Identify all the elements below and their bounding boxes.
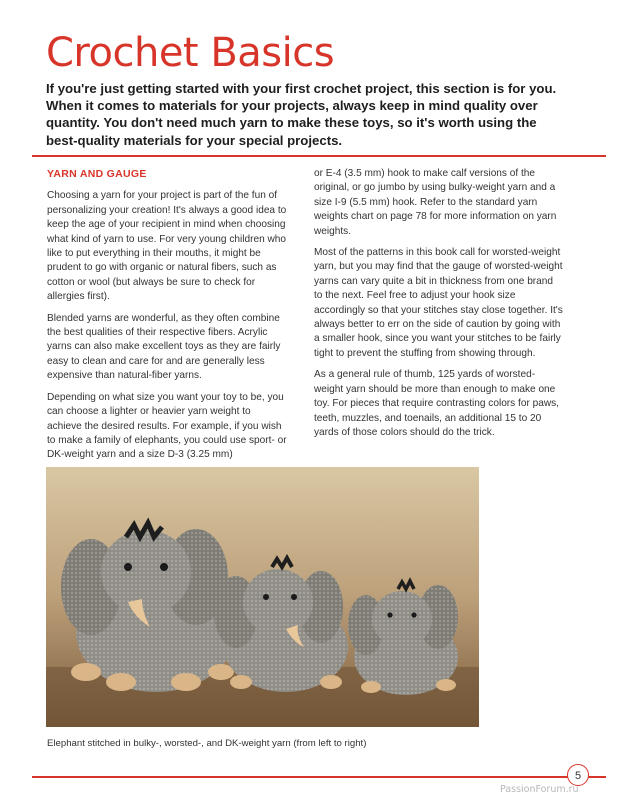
top-divider [32,155,606,157]
large-elephant [61,523,236,692]
page-title: Crochet Basics [46,30,335,76]
intro-paragraph: If you're just getting started with your first crochet project, this section is for you. When it comes to materials for your projects, always keep in mind quality over quantity. You don't need much yarn to make these toys, so it's worth using the best-quality materials for your special projects. [46,81,557,148]
photo-caption: Elephant stitched in bulky-, worsted-, and DK-weight yarn (from left to right) [47,738,367,749]
left-paragraph-1: Choosing a yarn for your project is part of the fun of personalizing your creation! It's always a good idea to keep the age of your recipient in mind when choosing what kind of yarn to use. For very young children who like to put everything in their mouths, it might be prudent to go with organic or natural fibers, such as cotton or wool (but always be sure to check for allergies first). [47,190,287,303]
page-number-badge: 5 [567,764,589,786]
watermark-text: PassionForum.ru [500,784,579,795]
right-paragraph-3: As a general rule of thumb, 125 yards of worsted-weight yarn should be more than enough to make one toy. For pieces that require contrasting colors for paws, teeth, muzzles, and toenails, an additional 15 to 20 yards of those colors should do the trick. [314,369,559,438]
elephants-photo [46,467,479,727]
small-elephant [348,581,458,695]
right-paragraph-1: or E-4 (3.5 mm) hook to make calf versions of the original, or go jumbo by using bulky-weight yarn and a size I-9 (5.5 mm) hook. Refer to the standard yarn weights chart on page 78 for more information on yarn weights. [314,168,557,237]
left-paragraph-2: Blended yarns are wonderful, as they often combine the best qualities of their respective fibers. Acrylic yarns can also make excellent toys as they are fairly easy to clean and care for and are generally less expensive than natural-fiber yarns. [47,312,281,382]
left-column [47,167,287,470]
elephants-illustration [46,467,479,727]
right-column [314,167,564,447]
left-paragraph-3: Depending on what size you want your toy to be, you can choose a lighter or heavier yarn weight to achieve the desired results. For example, if you wish to make a family of elephants, you could use sport- or DK-weight yarn and a size D-3 (3.25 mm) [47,391,287,461]
bottom-divider [32,776,606,778]
right-paragraph-2: Most of the patterns in this book call for worsted-weight yarn, but you may find that the gauge of worsted-weight yarns can vary quite a bit in thickness from one brand to the next. Feel free to adjust your hook size accordingly so that your stitches stay close together. It's always better to err on the side of caution by going with a smaller hook, since you want your stitches to be fairly tight to prevent the stuffing from showing through. [314,247,563,359]
section-heading: YARN AND GAUGE [47,168,147,180]
